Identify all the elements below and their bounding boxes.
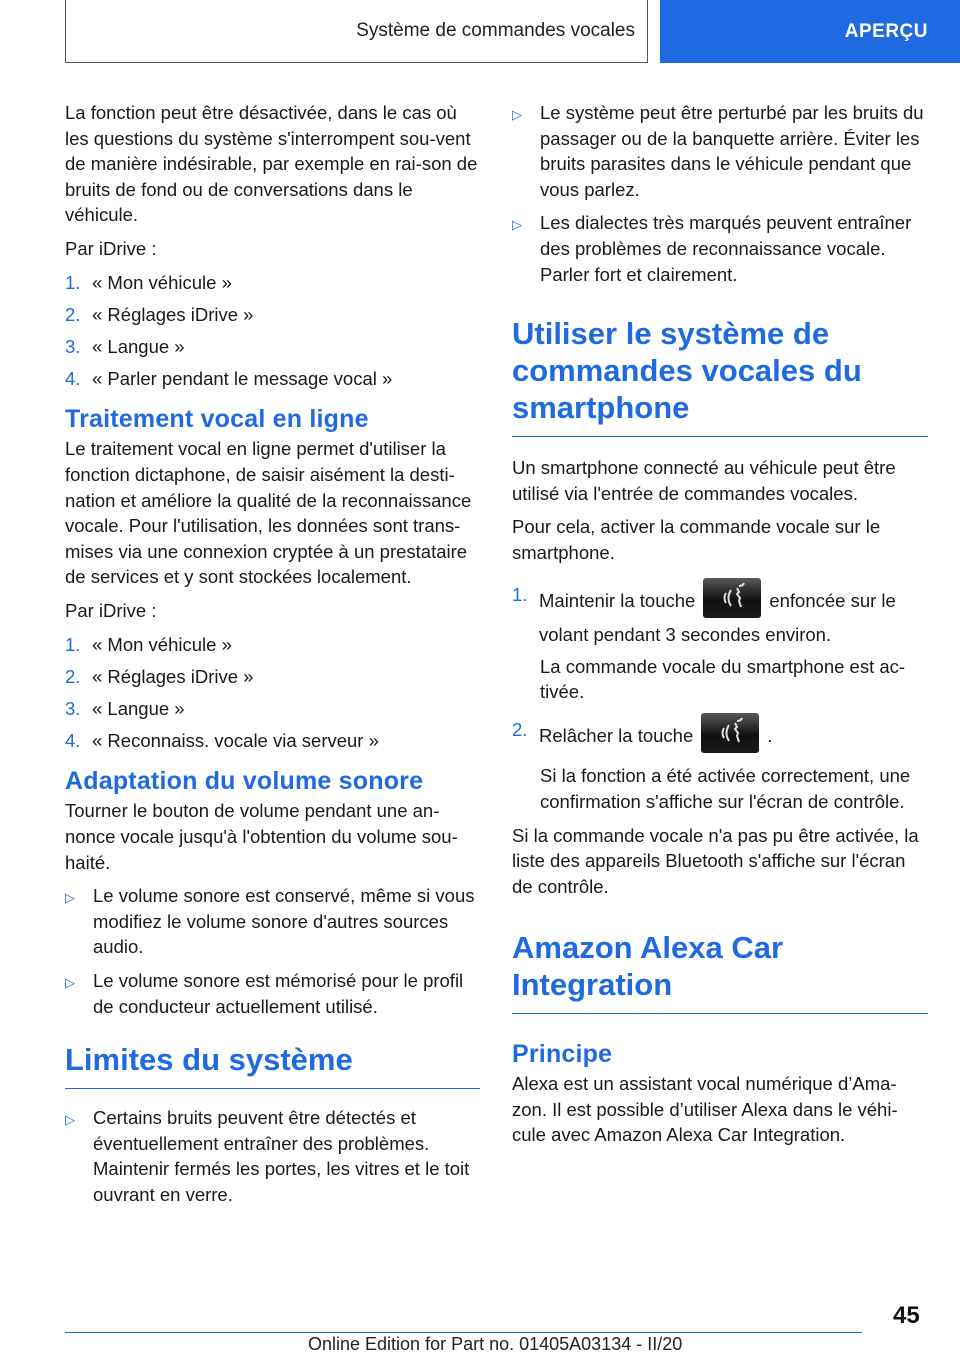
triangle-bullet-icon: ▷ [65,1112,75,1128]
step-number: 2. [65,303,81,325]
paragraph: Par iDrive : [65,600,157,621]
paragraph: Un smartphone connecté au véhicule peut être utilisé via l'entrée de commandes vocales. [512,457,896,504]
paragraph: Par iDrive : [65,237,157,259]
bullet-text: Le volume sonore est mémorisé pour le profil de conducteur actuellement utilisé. [93,970,464,1017]
header-section-title: Système de commandes vocales [65,0,648,63]
list-item [65,664,480,690]
list-item [65,1105,480,1207]
list-item [65,334,480,360]
step-text-before: Relâcher la touche [539,724,694,746]
page-number: 45 [893,1302,920,1329]
steps-list [512,582,928,648]
bullet-text: Certains bruits peuvent être détectés et éventuellement entraîner des problèmes. Maintenir fermés les portes, les vitres et le toit ouvrant en verre. [93,1107,470,1205]
step-text [539,717,772,757]
step-text: « Parler pendant le message vocal » [92,367,393,389]
bullet-list [512,100,928,287]
step-text: « Mon véhicule » [92,633,232,655]
chapter-heading-alexa: Amazon Alexa Car Integration [512,929,928,1014]
list-item [512,100,928,202]
bullet-text: Le système peut être perturbé par les bruits du passager ou de la banquette arrière. Éviter les bruits parasites dans le véhicule pendant que vous parlez. [540,102,924,200]
step-number: 1. [65,271,81,293]
footer-divider [65,1332,862,1333]
list-item [65,883,480,960]
step-number: 3. [65,697,81,719]
voice-command-button-icon [701,713,759,753]
paragraph: Tourner le bouton de volume pendant une an-nonce vocale jusqu'à l'obtention du volume sou-haité. [65,800,458,873]
list-item [65,968,480,1019]
step-text: « Réglages iDrive » [92,303,254,325]
section-heading-volume: Adaptation du volume sonore [65,767,424,796]
step-text-before: Maintenir la touche [539,589,696,611]
triangle-bullet-icon: ▷ [512,217,522,233]
steps-list [65,632,480,754]
paragraph: Pour cela, activer la commande vocale sur le smartphone. [512,516,881,563]
bullet-text: Le volume sonore est conservé, même si vous modifiez le volume sonore d'autres sources audio. [93,885,475,958]
step-text: « Langue » [92,335,185,357]
bullet-list [65,1105,480,1207]
section-heading-principe: Principe [512,1040,613,1069]
step-number: 1. [65,633,81,655]
list-item [65,728,480,754]
list-item [65,632,480,658]
step-number: 4. [65,367,81,389]
step-number: 3. [65,335,81,357]
step-text: « Langue » [92,697,185,719]
list-item [65,366,480,392]
chapter-heading-limits: Limites du système [65,1041,480,1089]
triangle-bullet-icon: ▷ [512,107,522,122]
list-item [65,696,480,722]
steps-list [512,717,928,757]
paragraph: Alexa est un assistant vocal numérique d’Ama-zon. Il est possible d’utiliser Alexa dans le véhi-cule avec Amazon Alexa Car Integration. [512,1073,898,1146]
bullet-list [65,883,480,1019]
step-result: La commande vocale du smartphone est ac-tivée. [540,655,906,703]
steps-list [65,270,480,392]
step-text [539,582,928,648]
header-tab: APERÇU [660,0,960,63]
step-text: « Mon véhicule » [92,271,232,293]
paragraph: Si la commande vocale n'a pas pu être activée, la liste des appareils Bluetooth s'affiche sur l'écran de contrôle. [512,824,919,897]
list-item [65,270,480,296]
step-number: 2. [65,665,81,687]
step-result: Si la fonction a été activée correctement, une confirmation s'affiche sur l'écran de contrôle. [540,765,911,812]
paragraph: Le traitement vocal en ligne permet d'utiliser la fonction dictaphone, de saisir aisément la desti-nation et améliore la qualité de la reconnaissance vocale. Pour l'utilisation, les données sont trans-mises via une connexion cryptée à un prestataire de services et y sont stockées localement. [65,438,472,588]
voice-command-button-icon [703,578,761,618]
footer-edition: Online Edition for Part no. 01405A03134 - II/20 [308,1334,683,1354]
section-heading-online: Traitement vocal en ligne [65,405,369,434]
step-number: 4. [65,729,81,751]
step-text-after: . [767,724,773,746]
step-text: « Réglages iDrive » [92,665,254,687]
list-item [65,302,480,328]
step-number: 1. [512,583,528,605]
step-text-after: enfoncée sur le volant pendant 3 secondes environ. [539,589,896,645]
list-item [512,582,928,648]
triangle-bullet-icon: ▷ [65,975,75,991]
bullet-text: Les dialectes très marqués peuvent entraîner des problèmes de reconnaissance vocale. Parler fort et clairement. [540,212,912,285]
list-item [512,210,928,287]
step-number: 2. [512,718,528,740]
paragraph: La fonction peut être désactivée, dans le cas où les questions du système s'interrompent sou-vent de manière indésirable, par exemple en rai-son de bruits de fond ou de conversations dans le véhicule. [65,102,478,226]
list-item [512,717,928,757]
step-text: « Reconnaiss. vocale via serveur » [92,729,379,751]
page-header [0,0,960,64]
triangle-bullet-icon: ▷ [65,890,75,906]
left-column [65,100,480,1216]
chapter-heading-smartphone: Utiliser le système de commandes vocales du smartphone [512,315,928,437]
right-column [512,100,928,1156]
